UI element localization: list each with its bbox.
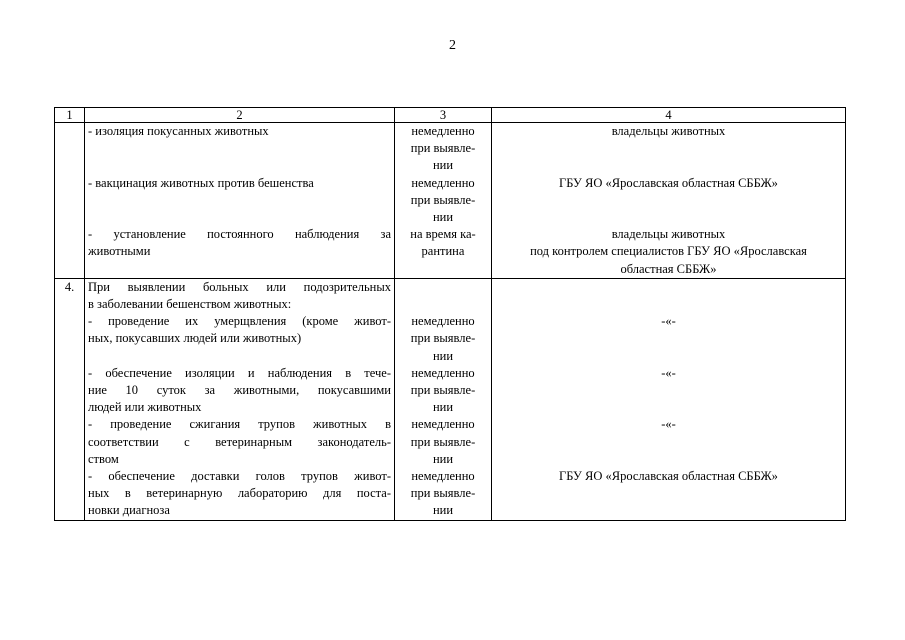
- responsible-text-line: владельцы животных: [611, 124, 726, 138]
- spacer: [398, 296, 488, 313]
- timing-text-line: при выявле-: [410, 383, 476, 398]
- table-row: [55, 278, 846, 520]
- timing-text-line: немедленно: [411, 417, 475, 432]
- timing-text-line: при выявле-: [410, 486, 476, 501]
- spacer: [88, 157, 391, 174]
- measure-text-line: - вакцинация животных против бешенства: [88, 175, 314, 190]
- header-col-3: 3: [395, 108, 492, 123]
- spacer: [495, 157, 842, 174]
- timing-text-line: нии: [432, 348, 454, 363]
- responsible-text-line: областная СББЖ»: [620, 261, 717, 276]
- timing-text-line: рантина: [421, 244, 465, 259]
- responsible-text-line: ГБУ ЯО «Ярославская областная СББЖ»: [559, 175, 778, 190]
- spacer: [495, 382, 842, 399]
- responsible-text-line: под контролем специалистов ГБУ ЯО «Ярославская: [530, 244, 807, 259]
- responsible-text-line: владельцы животных: [611, 227, 726, 242]
- table-row: [55, 123, 846, 279]
- measure-text-line: - проведение сжигания трупов животных в: [88, 417, 391, 432]
- row-number: [55, 123, 85, 279]
- intro-text-line: в заболевании бешенством животных:: [88, 297, 292, 312]
- spacer: [495, 209, 842, 226]
- responsible-text-line: ГБУ ЯО «Ярославская областная СББЖ»: [559, 469, 778, 484]
- table-header-row: [55, 108, 846, 123]
- row-number: 4.: [55, 278, 85, 520]
- responsible-text-line: -«-: [661, 417, 676, 432]
- spacer: [398, 279, 488, 296]
- timing-cell: [395, 278, 492, 520]
- timing-cell: [395, 123, 492, 279]
- spacer: [88, 348, 391, 365]
- timing-text-line: нии: [432, 451, 454, 466]
- timing-text-line: немедленно: [411, 124, 475, 138]
- spacer: [495, 485, 842, 502]
- measure-text-line: ных, покусавших людей или животных): [88, 331, 302, 346]
- header-col-4: 4: [492, 108, 846, 123]
- timing-text-line: при выявле-: [410, 192, 476, 207]
- measure-text-line: - изоляция покусанных животных: [88, 124, 269, 138]
- measure-text-line: - установление постоянного наблюдения за: [88, 227, 391, 242]
- measure-text-line: соответствии с ветеринарным законодатель-: [88, 434, 391, 449]
- measure-text-line: новки диагноза: [88, 503, 170, 518]
- timing-text-line: немедленно: [411, 175, 475, 190]
- measure-text-line: животными: [88, 244, 151, 259]
- responsible-text-line: -«-: [661, 314, 676, 329]
- spacer: [495, 348, 842, 365]
- header-col-1: 1: [55, 108, 85, 123]
- spacer: [495, 502, 842, 519]
- responsible-cell: [492, 278, 846, 520]
- measure-description-cell: [85, 278, 395, 520]
- page-number: 2: [449, 38, 456, 53]
- measure-text-line: - проведение их умерщвления (кроме живот-: [88, 314, 391, 329]
- spacer: [495, 399, 842, 416]
- timing-text-line: нии: [432, 400, 454, 415]
- spacer: [495, 330, 842, 347]
- spacer: [495, 296, 842, 313]
- timing-text-line: при выявле-: [410, 434, 476, 449]
- spacer: [88, 140, 391, 157]
- spacer: [88, 261, 391, 278]
- timing-text-line: немедленно: [411, 469, 475, 484]
- timing-text-line: нии: [432, 210, 454, 225]
- measure-text-line: ние 10 суток за животными, покусавшими: [88, 383, 391, 398]
- timing-text-line: нии: [432, 158, 454, 173]
- timing-text-line: нии: [432, 503, 454, 518]
- measure-text-line: - обеспечение изоляции и наблюдения в тече-: [88, 365, 391, 380]
- measure-text-line: людей или животных: [88, 400, 202, 415]
- spacer: [88, 209, 391, 226]
- spacer: [495, 140, 842, 157]
- measure-description-cell: [85, 123, 395, 279]
- measure-text-line: ством: [88, 451, 119, 466]
- spacer: [88, 192, 391, 209]
- measure-text-line: ных в ветеринарную лабораторию для поста-: [88, 486, 391, 501]
- responsible-text-line: -«-: [661, 365, 676, 380]
- spacer: [495, 279, 842, 296]
- timing-text-line: немедленно: [411, 314, 475, 329]
- timing-text-line: на время ка-: [410, 227, 476, 242]
- responsible-cell: [492, 123, 846, 279]
- timing-text-line: при выявле-: [410, 141, 476, 156]
- timing-text-line: при выявле-: [410, 331, 476, 346]
- spacer: [495, 192, 842, 209]
- measure-text-line: - обеспечение доставки голов трупов живот-: [88, 469, 391, 484]
- header-col-2: 2: [85, 108, 395, 123]
- spacer: [495, 451, 842, 468]
- timing-text-line: немедленно: [411, 365, 475, 380]
- spacer: [495, 434, 842, 451]
- intro-text-line: При выявлении больных или подозрительных: [88, 279, 391, 294]
- measures-table: [54, 107, 846, 521]
- spacer: [398, 261, 488, 278]
